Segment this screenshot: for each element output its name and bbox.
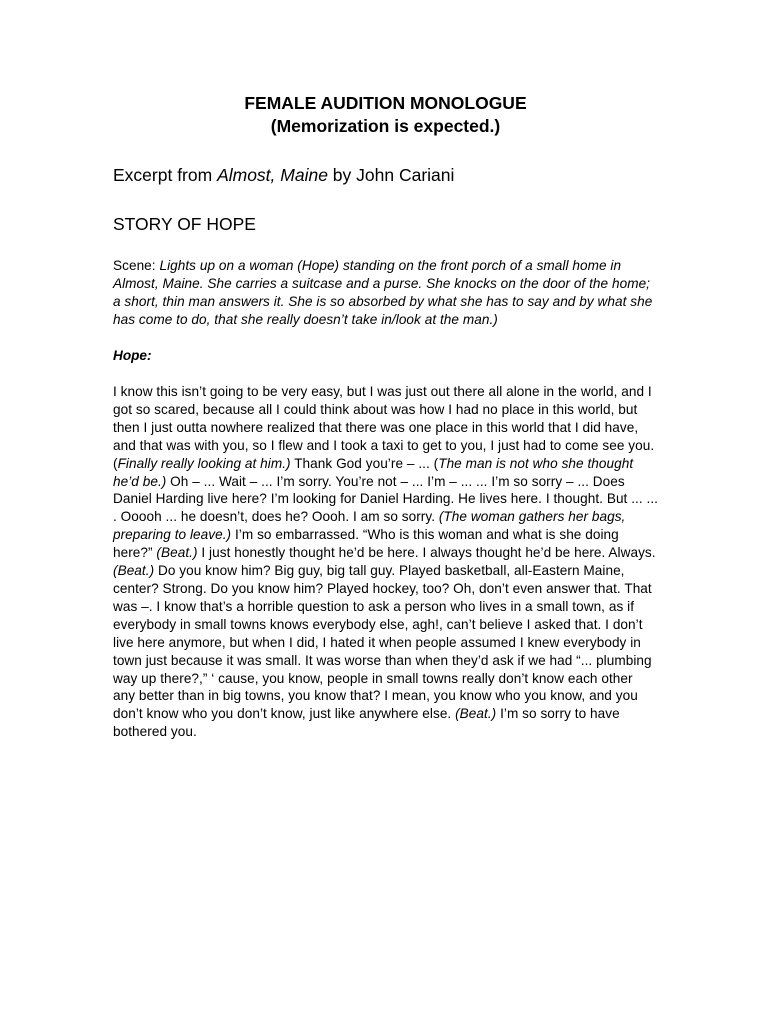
- dialogue-text: Oh – ... Wait – ... I’m sorry. You’re not – ... I’m – ... ... I’m so sorry – ... Does Daniel Harding live here? I’m looking for Daniel Harding. He lives here. I thought. But ... ... . Ooooh ... he doesn’t, does he? Oooh. I am so sorry.: [113, 473, 658, 525]
- scene-text: Lights up on a woman (Hope) standing on the front porch of a small home in Almost, Maine. She carries a suitcase and a purse. She knocks on the door of the home; a short, thin man answers it. She is so absorbed by what she has to say and by what she has come to do, that she really doesn’t take in/look at the man.): [113, 258, 653, 327]
- dialogue-text: Do you know him? Big guy, big tall guy. Played basketball, all-Eastern Maine, center? Strong. Do you know him? Played hockey, too? Oh, don’t even answer that. That was –. I know that’s a horrible question to ask a person who lives in a small town, as if everybody in small towns knows everybody else, agh!, can’t believe I asked that. I don’t live here anymore, but when I did, I hated it when people assumed I knew everybody in town just because it was small. It was worse than when they’d ask if we had “... plumbing way up there?,” ‘ cause, you know, people in small towns really don’t know each other any better than in big towns, you know that? I mean, you know who you know, and you don’t know who you don’t know, just like anywhere else.: [113, 563, 652, 722]
- excerpt-work-title: Almost, Maine: [217, 165, 328, 185]
- monologue-text: [113, 383, 658, 741]
- document-subtitle: (Memorization is expected.): [270, 116, 501, 136]
- excerpt-line: [113, 163, 658, 187]
- stage-direction: (The woman gathers her bags, preparing to leave.): [113, 509, 626, 543]
- stage-direction: Finally really looking at him.): [117, 455, 291, 471]
- dialogue-text: I know this isn’t going to be very easy, but I was just out there all alone in the world, and I got so scared, because all I could think about was how I had no place in this world, but then I just outta nowhere realized that there was one place in this world that I did have, and that was with you, so I flew and I took a taxi to get to you, I just had to come see you. (: [113, 384, 655, 471]
- dialogue-text: Thank God you’re – ... (: [290, 455, 439, 471]
- stage-direction: (Beat.): [455, 706, 497, 722]
- story-heading: STORY OF HOPE: [113, 214, 256, 234]
- scene-label: Scene:: [113, 258, 160, 273]
- scene-description: [113, 257, 658, 329]
- excerpt-author: by John Cariani: [327, 165, 455, 185]
- dialogue-text: I’m so embarrassed. “Who is this woman and what is she doing here?”: [113, 527, 619, 561]
- excerpt-prefix: Excerpt from: [113, 165, 218, 185]
- dialogue-text: I’m so sorry to have bothered you.: [113, 706, 620, 740]
- document-page: [113, 92, 658, 741]
- stage-direction: (Beat.): [156, 545, 198, 561]
- speaker-name: Hope:: [113, 348, 152, 363]
- document-title: FEMALE AUDITION MONOLOGUE: [244, 93, 527, 113]
- dialogue-text: I just honestly thought he’d be here. I always thought he’d be here. Always.: [197, 545, 656, 561]
- stage-direction: The man is not who she thought he’d be.): [113, 455, 634, 489]
- stage-direction: (Beat.): [113, 563, 155, 579]
